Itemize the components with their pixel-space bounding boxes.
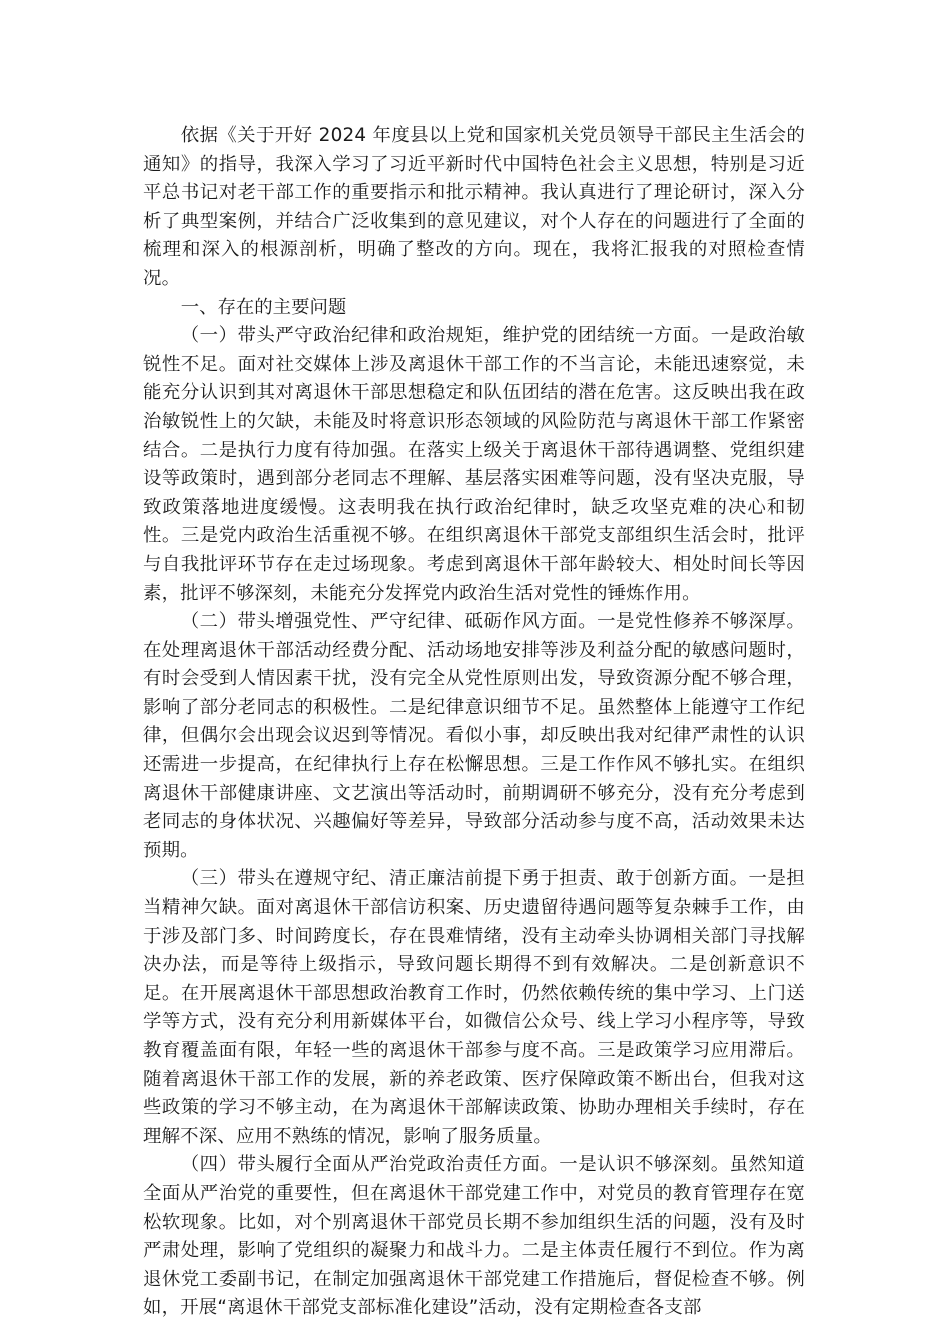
issue-paragraph-2: （二）带头增强党性、严守纪律、砥砺作风方面。一是党性修养不够深厚。在处理离退休干部活动经费分配、活动场地安排等涉及利益分配的敏感问题时，有时会受到人情因素干扰，没有完全从党性原则出发，导致资源分配不够合理，影响了部分老同志的积极性。二是纪律意识细节不足。虽然整体上能遵守工作纪律，但偶尔会出现会议迟到等情况。看似小事，却反映出我对纪律严肃性的认识还需进一步提高，在纪律执行上存在松懈思想。三是工作作风不够扎实。在组织离退休干部健康讲座、文艺演出等活动时，前期调研不够充分，没有充分考虑到老同志的身体状况、兴趣偏好等差异，导致部分活动参与度不高，活动效果未达预期。 — [143, 611, 805, 861]
document-body — [143, 122, 805, 1323]
issue-paragraph-3: （三）带头在遵规守纪、清正廉洁前提下勇于担责、敢于创新方面。一是担当精神欠缺。面对离退休干部信访积案、历史遗留待遇问题等复杂棘手工作，由于涉及部门多、时间跨度长，存在畏难情绪，没有主动牵头协调相关部门寻找解决办法，而是等待上级指示，导致问题长期得不到有效解决。二是创新意识不足。在开展离退休干部思想政治教育工作时，仍然依赖传统的集中学习、上门送学等方式，没有充分利用新媒体平台，如微信公众号、线上学习小程序等，导致教育覆盖面有限，年轻一些的离退休干部参与度不高。三是政策学习应用滞后。随着离退休干部工作的发展，新的养老政策、医疗保障政策不断出台，但我对这些政策的学习不够主动，在为离退休干部解读政策、协助办理相关手续时，存在理解不深、应用不熟练的情况，影响了服务质量。 — [143, 868, 805, 1147]
section-heading: 一、存在的主要问题 — [180, 296, 347, 318]
intro-paragraph: 依据《关于开好 2024 年度县以上党和国家机关党员领导干部民主生活会的通知》的指导，我深入学习了习近平新时代中国特色社会主义思想，特别是习近平总书记对老干部工作的重要指示和批示精神。我认真进行了理论研讨，深入分析了典型案例，并结合广泛收集到的意见建议，对个人存在的问题进行了全面的梳理和深入的根源剖析，明确了整改的方向。现在，我将汇报我的对照检查情况。 — [143, 125, 805, 289]
issue-paragraph-1: （一）带头严守政治纪律和政治规矩，维护党的团结统一方面。一是政治敏锐性不足。面对社交媒体上涉及离退休干部工作的不当言论，未能迅速察觉，未能充分认识到其对离退休干部思想稳定和队伍团结的潜在危害。这反映出我在政治敏锐性上的欠缺，未能及时将意识形态领域的风险防范与离退休干部工作紧密结合。二是执行力度有待加强。在落实上级关于离退休干部待遇调整、党组织建设等政策时，遇到部分老同志不理解、基层落实困难等问题，没有坚决克服，导致政策落地进度缓慢。这表明我在执行政治纪律时，缺乏攻坚克难的决心和韧性。三是党内政治生活重视不够。在组织离退休干部党支部组织生活会时，批评与自我批评环节存在走过场现象。考虑到离退休干部年龄较大、相处时间长等因素，批评不够深刻，未能充分发挥党内政治生活对党性的锤炼作用。 — [143, 325, 805, 604]
issue-paragraph-4: （四）带头履行全面从严治党政治责任方面。一是认识不够深刻。虽然知道全面从严治党的重要性，但在离退休干部党建工作中，对党员的教育管理存在宽松软现象。比如，对个别离退休干部党员长期不参加组织生活的问题，没有及时严肃处理，影响了党组织的凝聚力和战斗力。二是主体责任履行不到位。作为离退休党工委副书记，在制定加强离退休干部党建工作措施后，督促检查不够。例如，开展“离退休干部党支部标准化建设”活动，没有定期检查各支部 — [143, 1154, 805, 1319]
